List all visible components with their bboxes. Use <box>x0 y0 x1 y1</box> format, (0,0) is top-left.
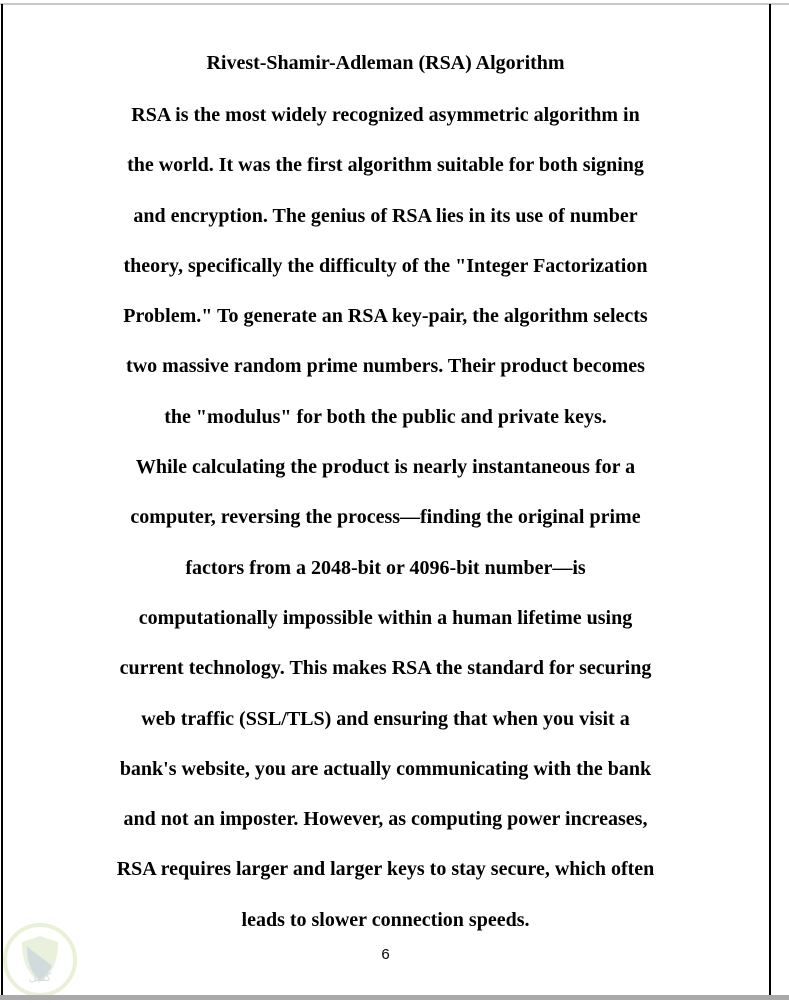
document-body <box>0 101 771 956</box>
body-line: While calculating the product is nearly instantaneous for a <box>135 456 636 479</box>
body-line: and not an imposter. However, as computing power increases, <box>123 808 648 831</box>
body-line: computationally impossible within a human lifetime using <box>138 606 633 629</box>
body-line: the world. It was the first algorithm suitable for both signing <box>127 154 644 177</box>
body-line: and encryption. The genius of RSA lies in its use of number <box>133 204 638 227</box>
body-line: bank's website, you are actually communicating with the bank <box>119 757 652 780</box>
body-line: current technology. This makes RSA the standard for securing <box>119 657 652 680</box>
document-title: Rivest-Shamir-Adleman (RSA) Algorithm <box>206 52 565 74</box>
watermark-logo <box>2 922 78 998</box>
body-line: the "modulus" for both the public and private keys. <box>164 405 607 428</box>
body-line: theory, specifically the difficulty of the "Integer Factorization <box>123 254 648 277</box>
body-line: RSA is the most widely recognized asymmetric algorithm in <box>131 104 640 126</box>
page-number: 6 <box>381 946 390 963</box>
watermark-text: كفيل <box>28 971 52 984</box>
body-line: computer, reversing the process—finding the original prime <box>130 506 641 529</box>
bottom-border <box>0 995 789 1000</box>
shield-leaf-icon <box>2 922 78 998</box>
body-line: factors from a 2048-bit or 4096-bit number—is <box>185 556 586 579</box>
body-line: leads to slower connection speeds. <box>241 908 530 931</box>
body-line: web traffic (SSL/TLS) and ensuring that when you visit a <box>141 707 630 730</box>
body-line: two massive random prime numbers. Their product becomes <box>126 355 645 378</box>
body-line: Problem." To generate an RSA key-pair, the algorithm selects <box>123 305 648 328</box>
top-border <box>0 3 789 5</box>
body-line: RSA requires larger and larger keys to stay secure, which often <box>116 858 655 881</box>
